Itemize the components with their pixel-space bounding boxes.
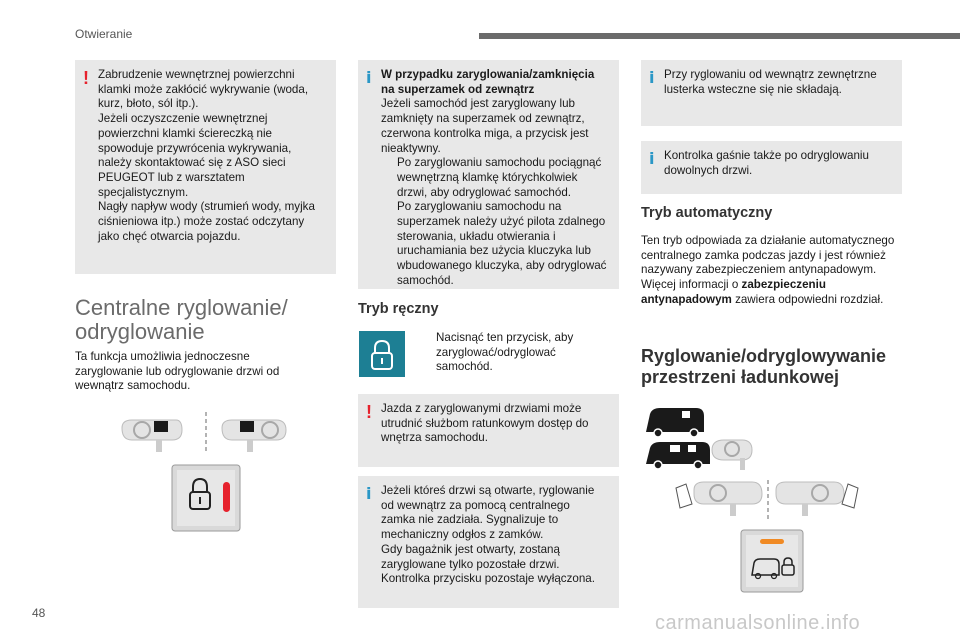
page-number: 48	[32, 606, 46, 620]
warning-box-handle	[75, 60, 336, 274]
steering-wheel-icon	[712, 440, 752, 470]
info-mirrors-text: Przy ryglowaniu od wewnątrz zewnętrzne lusterka wsteczne się nie składają.	[664, 68, 877, 96]
info-doors-open-text: Jeżeli któreś drzwi są otwarte, ryglowanie od wewnątrz za pomocą centralnego zamka nie zadziała. Sygnalizuje to mechaniczny odgłos z zamków. Gdy bagażnik jest otwarty, zostaną zaryglowane tylko pozostałe drzwi. Kontrolka przycisku pozostaje wyłączona.	[381, 484, 595, 586]
info-superlock-text: Jeżeli samochód jest zaryglowany lub zamknięty na superzamek od zewnątrz, czerwona kontrolka miga, a przycisk jest nieaktywny.	[381, 97, 589, 155]
watermark: carmanualsonline.info	[655, 612, 861, 634]
info-box-light	[641, 141, 902, 194]
warning-icon: !	[83, 68, 89, 88]
van-lock-icon	[741, 530, 803, 592]
automatic-mode-title: Tryb automatyczny	[641, 205, 773, 221]
steering-wheel-icon	[222, 420, 286, 452]
cargo-locking-title: Ryglowanie/odryglowywanie przestrzeni ładunkowej	[641, 346, 887, 387]
warning-icon: !	[366, 402, 372, 422]
list-item: Po zaryglowaniu samochodu na superzamek należy użyć pilota zdalnego sterowania, układu otwierania i uruchamiania bez użycia kluczyka lub wbudowanego kluczyka, aby odryglować samochód.	[397, 200, 607, 287]
cargo-illustration	[642, 400, 864, 600]
steering-wheel-icon	[776, 482, 858, 516]
van-icon	[646, 442, 710, 469]
info-box-superlock	[358, 60, 619, 289]
van-icon	[646, 408, 704, 437]
warning-text-emergency: Jazda z zaryglowanymi drzwiami może utrudnić służbom ratunkowym dostęp do wnętrza samochodu.	[381, 402, 589, 445]
central-locking-title: Centralne ryglowanie/ odryglowanie	[75, 295, 288, 344]
warning-text-handle: Zabrudzenie wewnętrznej powierzchni klamki może zakłócić wykrywanie (woda, kurz, błoto, sól itp.). Jeżeli oczyszczenie wewnętrznej powierzchni klamki ściereczką nie spowoduje przywrócenia wykrywania, należy skontaktować się z ASO sieci PEUGEOT lub z warsztatem specjalistycznym. Nagły napływ wody (strumień wody, myjka ciśnieniowa itp.) może zostać odczytany jako chęć otwarcia pojazdu.	[98, 68, 315, 243]
automatic-mode-text: Ten tryb odpowiada za działanie automatycznego centralnego zamka podczas jazdy i jest również nazywany zabezpieczeniem antynapadowym. Więcej informacji o zabezpieczeniu antynapadowym zawiera odpowiedni rozdział.	[641, 234, 895, 306]
info-icon: i	[649, 68, 655, 87]
info-light-text: Kontrolka gaśnie także po odryglowaniu dowolnych drzwi.	[664, 149, 869, 177]
manual-instruction: Nacisnąć ten przycisk, aby zaryglować/odryglować samochód.	[436, 331, 574, 374]
section-title: Otwieranie	[75, 27, 133, 41]
info-box-doors-open	[358, 476, 619, 608]
lock-button-icon	[172, 465, 240, 531]
steering-wheel-icon	[122, 420, 182, 452]
list-item: Po zaryglowaniu samochodu pociągnąć wewnętrzną klamkę którychkolwiek drzwi, aby odryglować samochód.	[397, 156, 602, 199]
steering-wheel-icon	[676, 482, 762, 516]
info-icon: i	[366, 68, 372, 87]
header-bar	[479, 33, 960, 39]
info-box-mirrors	[641, 60, 902, 126]
lock-icon	[359, 331, 405, 377]
info-superlock-title: W przypadku zaryglowania/zamknięcia na superzamek od zewnątrz	[381, 68, 595, 96]
manual-mode-title: Tryb ręczny	[358, 301, 439, 317]
warning-box-emergency	[358, 394, 619, 467]
dashboard-illustration	[120, 408, 300, 533]
info-icon: i	[366, 484, 372, 503]
info-icon: i	[649, 149, 655, 168]
central-locking-text: Ta funkcja umożliwia jednoczesne zaryglowanie lub odryglowanie drzwi od wewnątrz samochodu.	[75, 350, 280, 393]
